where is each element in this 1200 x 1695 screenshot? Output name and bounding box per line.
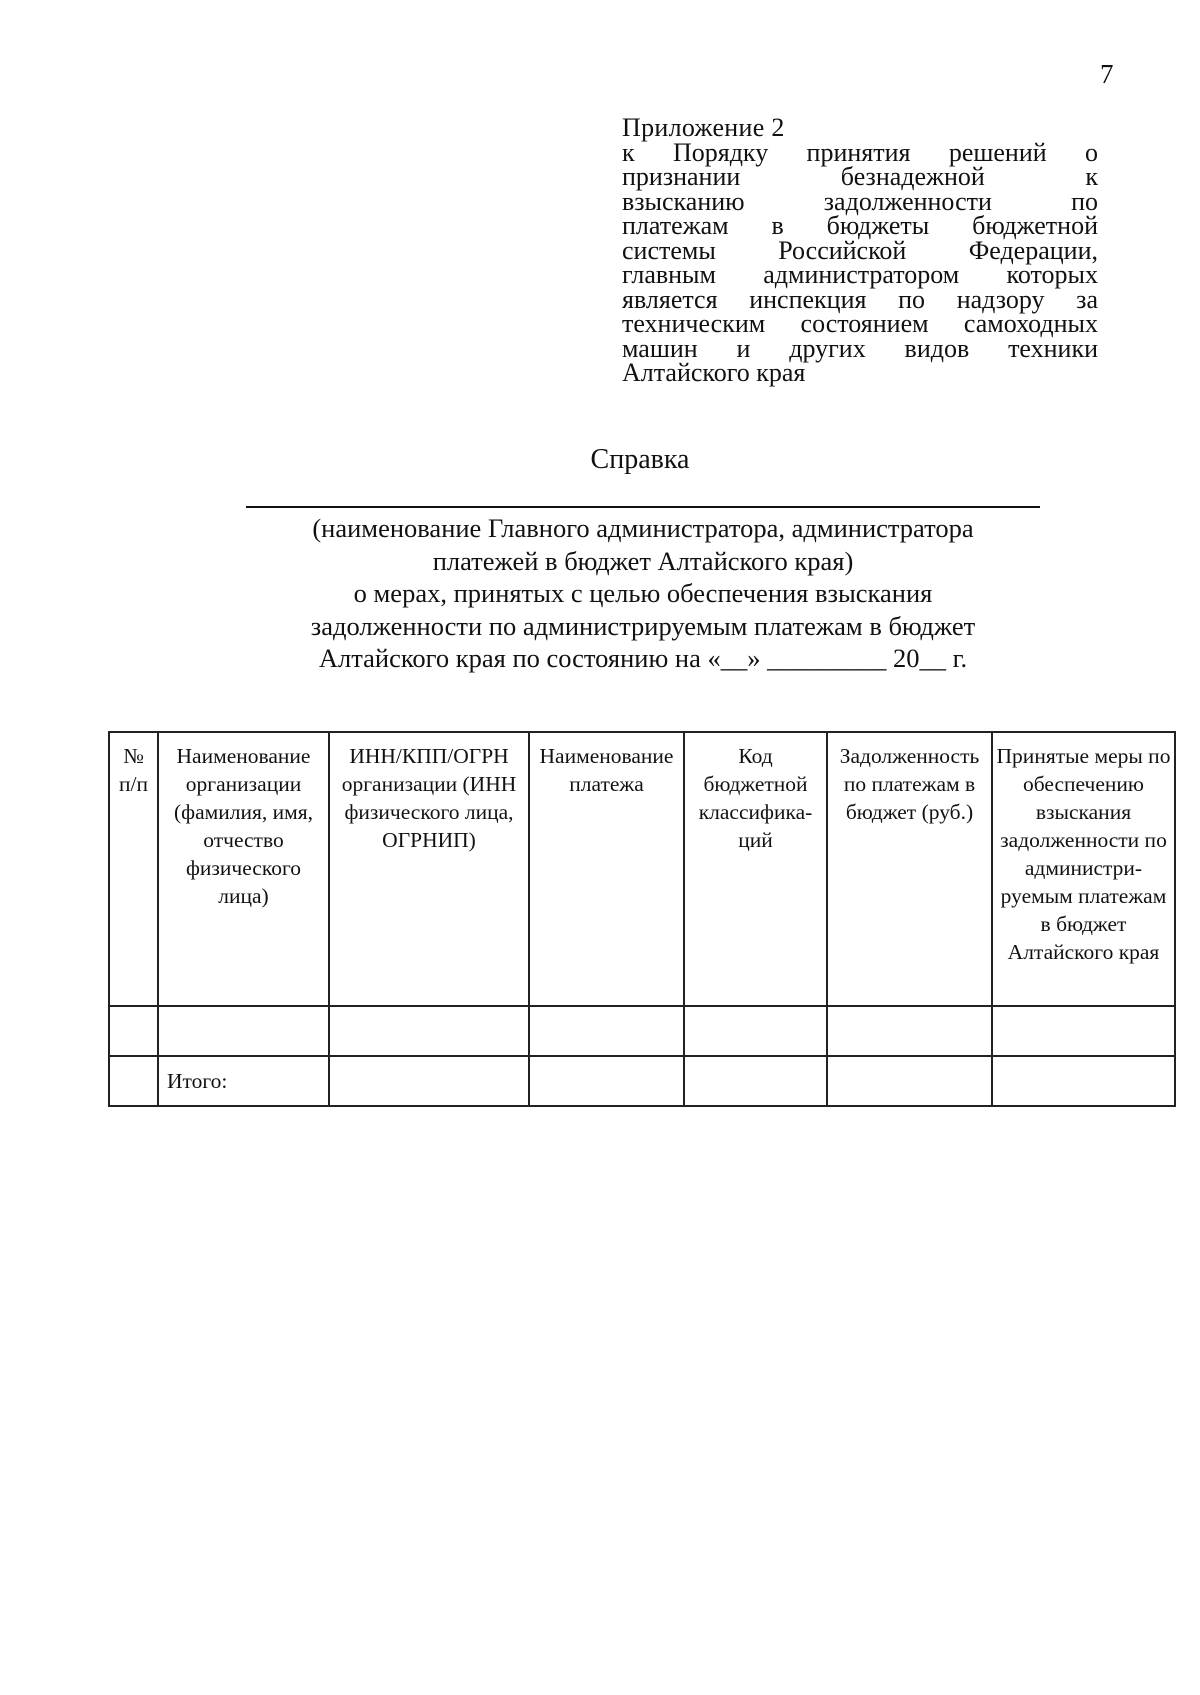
header-inn: ИНН/КПП/ОГРН организации (ИНН физического лица, ОГРНИП) [329,732,529,1006]
table-cell [329,1056,529,1106]
appendix-line: Алтайского края [622,358,806,387]
appendix-line: платежам в бюджеты бюджетной [622,211,1098,240]
header-payment-name: Наименование платежа [529,732,684,1006]
table-cell [827,1006,992,1056]
header-measures: Принятые меры по обеспечению взыскания задолженности по администри-руемым платежам в бюджет Алтайского края [992,732,1175,1006]
page-number: 7 [1100,59,1114,89]
appendix-title: Приложение 2 [622,113,785,142]
total-label: Итого: [158,1056,329,1106]
document-heading: Справка [590,444,690,475]
caption-line: задолженности по администрируемым платежам в бюджет [310,610,976,641]
appendix-line: главным администратором которых [622,260,1098,289]
table-cell [684,1056,827,1106]
caption-block [246,512,1040,675]
appendix-line: является инспекция по надзору за [622,284,1098,314]
appendix-block [622,113,1098,387]
table-row [109,1006,1175,1056]
appendix-line: системы Российской Федерации, [622,235,1098,265]
caption-line: платежей в бюджет Алтайского края) [432,545,854,576]
header-organization: Наименование организации (фамилия, имя, отчество физического лица) [158,732,329,1006]
fill-in-line [246,506,1040,508]
table-cell [827,1056,992,1106]
caption-line: о мерах, принятых с целью обеспечения взыскания [353,578,933,608]
caption-line: (наименование Главного администратора, администратора [312,513,974,543]
table-cell [109,1056,158,1106]
table-cell [329,1006,529,1056]
table-total-row [109,1056,1175,1106]
table-cell [992,1006,1175,1056]
table-cell [529,1006,684,1056]
table-cell [992,1056,1175,1106]
report-table [108,731,1176,1107]
header-debt: Задолженность по платежам в бюджет (руб.) [827,732,992,1006]
table-cell [529,1056,684,1106]
table-cell [158,1006,329,1056]
appendix-line: взысканию задолженности по [622,186,1098,216]
appendix-line: техническим состоянием самоходных [622,309,1098,338]
header-number: № п/п [109,732,158,1006]
appendix-line: признании безнадежной к [622,162,1098,191]
caption-line: Алтайского края по состоянию на «__» _________ 20__ г. [318,643,968,673]
header-budget-code: Код бюджетной классифика-ций [684,732,827,1006]
table-header-row [109,732,1175,1006]
appendix-line: машин и других видов техники [622,333,1098,363]
appendix-line: к Порядку принятия решений о [622,137,1098,167]
table-cell [684,1006,827,1056]
table-cell [109,1006,158,1056]
